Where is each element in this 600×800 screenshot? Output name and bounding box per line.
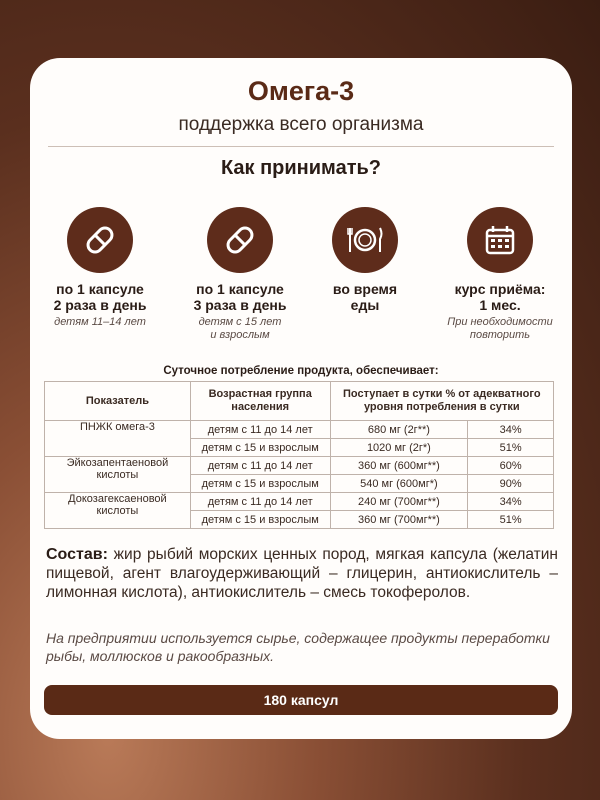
amount-cell: 540 мг (600мг*) <box>330 475 468 493</box>
divider <box>48 146 554 147</box>
page-subtitle: поддержка всего организма <box>178 114 424 135</box>
percent-cell: 34% <box>468 421 554 439</box>
plate-cutlery-icon <box>332 207 398 273</box>
indicator-cell: ПНЖК омега-3 <box>45 421 191 457</box>
amount-cell: 680 мг (2г**) <box>330 421 468 439</box>
step-sub: детям с 15 лет <box>198 316 282 328</box>
percent-cell: 34% <box>468 493 554 511</box>
age-cell: детям с 15 и взрослым <box>190 475 330 493</box>
percent-cell: 51% <box>468 511 554 529</box>
percent-cell: 51% <box>468 439 554 457</box>
info-card <box>30 58 572 739</box>
composition-text <box>46 545 558 602</box>
amount-cell: 360 мг (700мг**) <box>330 511 468 529</box>
how-to-heading: Как принимать? <box>220 157 382 179</box>
capsule-icon <box>207 207 273 273</box>
amount-cell: 360 мг (600мг**) <box>330 457 468 475</box>
table-row <box>45 457 554 475</box>
indicator-cell: Эйкозапентаеновой кислоты <box>45 457 191 493</box>
percent-cell: 90% <box>468 475 554 493</box>
age-cell: детям с 15 и взрослым <box>190 511 330 529</box>
capsule-icon <box>67 207 133 273</box>
table-header: Показатель <box>45 382 191 421</box>
capsule-count-bar: 180 капсул <box>44 685 558 715</box>
step-line2: 1 мес. <box>479 297 521 313</box>
amount-cell: 240 мг (700мг**) <box>330 493 468 511</box>
step-sub: детям 11–14 лет <box>54 316 146 328</box>
step-line2: еды <box>350 297 380 313</box>
amount-cell: 1020 мг (2г*) <box>330 439 468 457</box>
table-row <box>45 421 554 439</box>
step-line1: во время <box>332 281 398 297</box>
percent-cell: 60% <box>468 457 554 475</box>
table-row <box>45 493 554 511</box>
step-line1: по 1 капсуле <box>196 281 284 297</box>
composition-body: жир рыбий морских ценных пород, мягкая капсула (желатин пищевой, агент влагоудерживающий – глицерин, антиокислитель – лимонная кислота), антиокислитель – смесь токоферолов. <box>46 546 558 601</box>
table-header: Поступает в сутки % от адекватного уровня потребления в сутки <box>330 382 553 421</box>
step-dosage-children <box>40 207 160 329</box>
calendar-icon <box>467 207 533 273</box>
step-sub: При необходимости <box>447 316 553 328</box>
step-line1: по 1 капсуле <box>56 281 144 297</box>
step-sub: и взрослым <box>210 329 270 341</box>
step-with-meal <box>305 207 425 313</box>
page-title: Омега-3 <box>247 76 355 106</box>
table-header-row <box>45 382 554 421</box>
allergen-note: На предприятии используется сырье, содержащее продукты переработки рыбы, моллюсков и ракообразных. <box>46 630 550 664</box>
age-cell: детям с 11 до 14 лет <box>190 421 330 439</box>
table-header: Возрастная группа населения <box>190 382 330 421</box>
step-line2: 3 раза в день <box>193 297 287 313</box>
age-cell: детям с 11 до 14 лет <box>190 493 330 511</box>
step-course <box>440 207 560 342</box>
step-line2: 2 раза в день <box>53 297 147 313</box>
step-dosage-adults <box>180 207 300 342</box>
step-line1: курс приёма: <box>454 281 546 297</box>
table-caption: Суточное потребление продукта, обеспечивает: <box>163 365 439 377</box>
age-cell: детям с 11 до 14 лет <box>190 457 330 475</box>
indicator-cell: Докозагексаеновой кислоты <box>45 493 191 529</box>
composition-label: Состав: <box>46 546 108 563</box>
nutrition-table <box>44 381 554 529</box>
step-sub: повторить <box>469 329 531 341</box>
age-cell: детям с 15 и взрослым <box>190 439 330 457</box>
